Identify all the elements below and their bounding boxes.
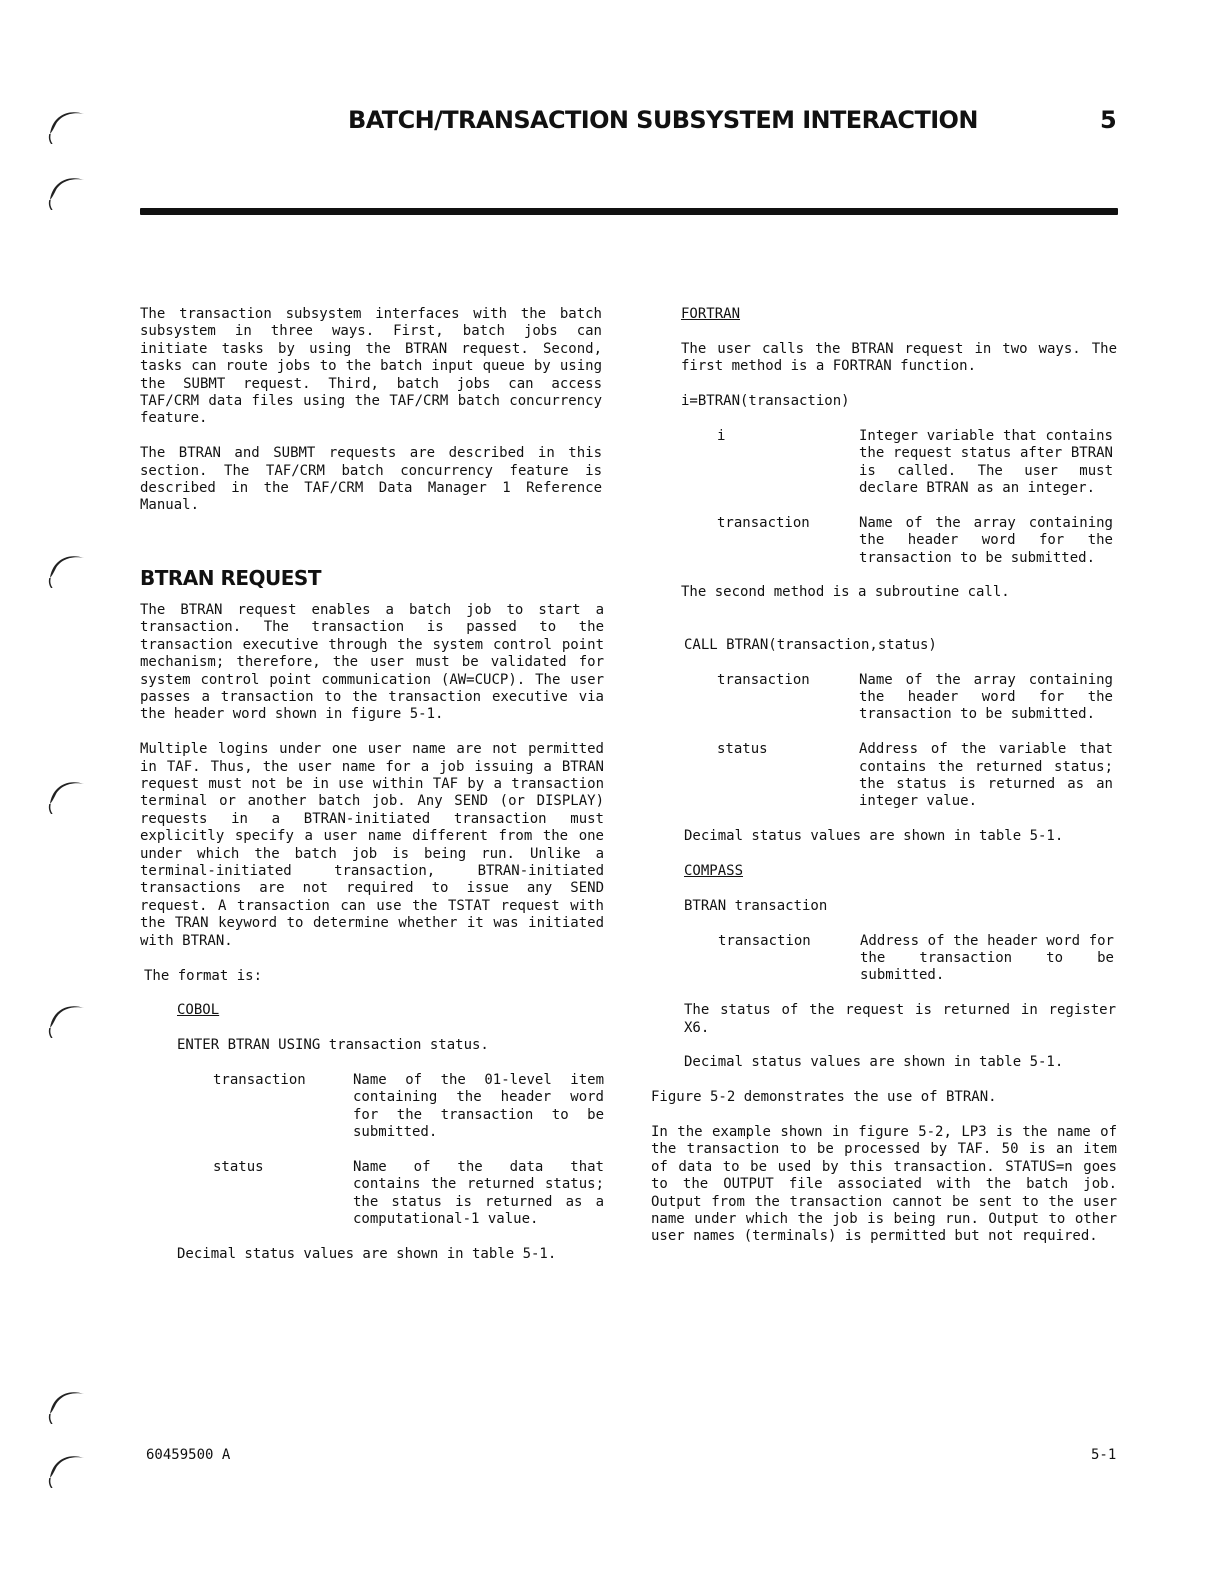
param-row [717,428,1117,498]
btran-section [140,566,604,1263]
section-heading: BTRAN REQUEST [140,566,321,590]
body-paragraph: The BTRAN request enables a batch job to start a transaction. The transaction is passed to the transaction executive through the system control point mechanism; therefore, the user must be validated for system control point communication (AW=CUCP). The user passes a transaction to the transaction executive via the header word shown in figure 5-1. [140,602,604,723]
param-desc: Name of the data that contains the returned status; the status is returned as a computational-1 value. [353,1158,604,1228]
punch-hole-icon [44,994,88,1038]
body-paragraph: The status of the request is returned in register X6. [684,1002,1116,1036]
param-term: transaction [213,1071,306,1088]
intro-section [140,306,602,515]
language-label: COMPASS [684,863,744,880]
param-term: status [213,1158,264,1175]
figure-reference: Figure 5-2 demonstrates the use of BTRAN. [651,1089,997,1106]
language-label: COBOL [177,1002,220,1019]
punch-hole-icon [44,100,88,144]
body-paragraph: In the example shown in figure 5-2, LP3 is the name of the transaction to be processed by TAF. 50 is an item of data to be used by this transaction. STATUS=n goes to the OUTPUT file associated with the batch job. Output from the transaction cannot be sent to the user name under which the job is being run. Output to other user names (terminals) is permitted but not required. [651,1124,1117,1245]
chapter-title: BATCH/TRANSACTION SUBSYSTEM INTERACTION [348,106,978,134]
body-paragraph: Multiple logins under one user name are not permitted in TAF. Thus, the user name for a job issuing a BTRAN request must not be in use within TAF by a transaction terminal or another batch job. Any SEND (or DISPLAY) requests in a BTRAN-initiated transaction must explicitly specify a user name different from the one under which the batch job is being run. Unlike a terminal-initiated transaction, BTRAN-initiated transactions are not required to issue any SEND request. A transaction can use the TSTAT request with the TRAN keyword to determine whether it was initiated with BTRAN. [140,741,604,949]
header-rule [140,208,1118,215]
param-desc: Address of the header word for the transaction to be submitted. [860,932,1114,984]
param-row [717,741,1117,811]
intro-paragraph: The transaction subsystem interfaces with the batch subsystem in three ways. First, batch jobs can initiate tasks by using the BTRAN request. Second, tasks can route jobs to the batch input queue by using the SUBMT request. Third, batch jobs can access TAF/CRM data files using the TAF/CRM batch concurrency feature. [140,306,602,427]
document-number: 60459500 A [146,1447,231,1463]
punch-hole-icon [44,770,88,814]
intro-paragraph: The BTRAN and SUBMT requests are described in this section. The TAF/CRM batch concurrency feature is described in the TAF/CRM Data Manager 1 Reference Manual. [140,445,602,514]
param-row [717,672,1117,724]
param-row [213,1072,604,1142]
status-note: Decimal status values are shown in table 5-1. [684,828,1064,845]
format-intro: The format is: [144,967,263,984]
body-paragraph: The user calls the BTRAN request in two ways. The first method is a FORTRAN function. [681,340,1117,375]
param-term: transaction [717,514,810,531]
syntax-statement: CALL BTRAN(transaction,status) [684,636,937,653]
param-desc: Name of the array containing the header word for the transaction to be submitted. [859,671,1113,723]
param-term: status [717,741,768,758]
param-row [718,933,1117,985]
punch-hole-icon [44,1444,88,1488]
syntax-statement: BTRAN transaction [684,897,828,914]
syntax-statement: i=BTRAN(transaction) [681,393,850,409]
param-term: transaction [718,932,811,949]
status-note: Decimal status values are shown in table 5-1. [684,1054,1064,1071]
compass-block [684,863,1117,1072]
param-term: i [717,427,726,444]
page-number: 5-1 [1091,1447,1117,1463]
punch-hole-icon [44,544,88,588]
param-desc: Integer variable that contains the request status after BTRAN is called. The user must declare BTRAN as an integer. [859,427,1113,497]
language-label: FORTRAN [681,306,741,322]
param-desc: Name of the array containing the header word for the transaction to be submitted. [859,514,1113,566]
punch-hole-icon [44,166,88,210]
param-row [213,1159,604,1229]
cobol-block [177,1002,604,1263]
chapter-number: 5 [1100,106,1117,134]
status-note: Decimal status values are shown in table 5-1. [177,1245,557,1262]
punch-hole-icon [44,1380,88,1424]
syntax-statement: ENTER BTRAN USING transaction status. [177,1037,489,1054]
param-row [717,515,1117,567]
body-paragraph: The second method is a subroutine call. [681,584,1010,601]
param-term: transaction [717,671,810,688]
fortran-section [651,306,1117,1246]
param-desc: Name of the 01-level item containing the header word for the transaction to be submitted. [353,1071,604,1141]
param-desc: Address of the variable that contains the returned status; the status is returned as an integer value. [859,741,1113,810]
